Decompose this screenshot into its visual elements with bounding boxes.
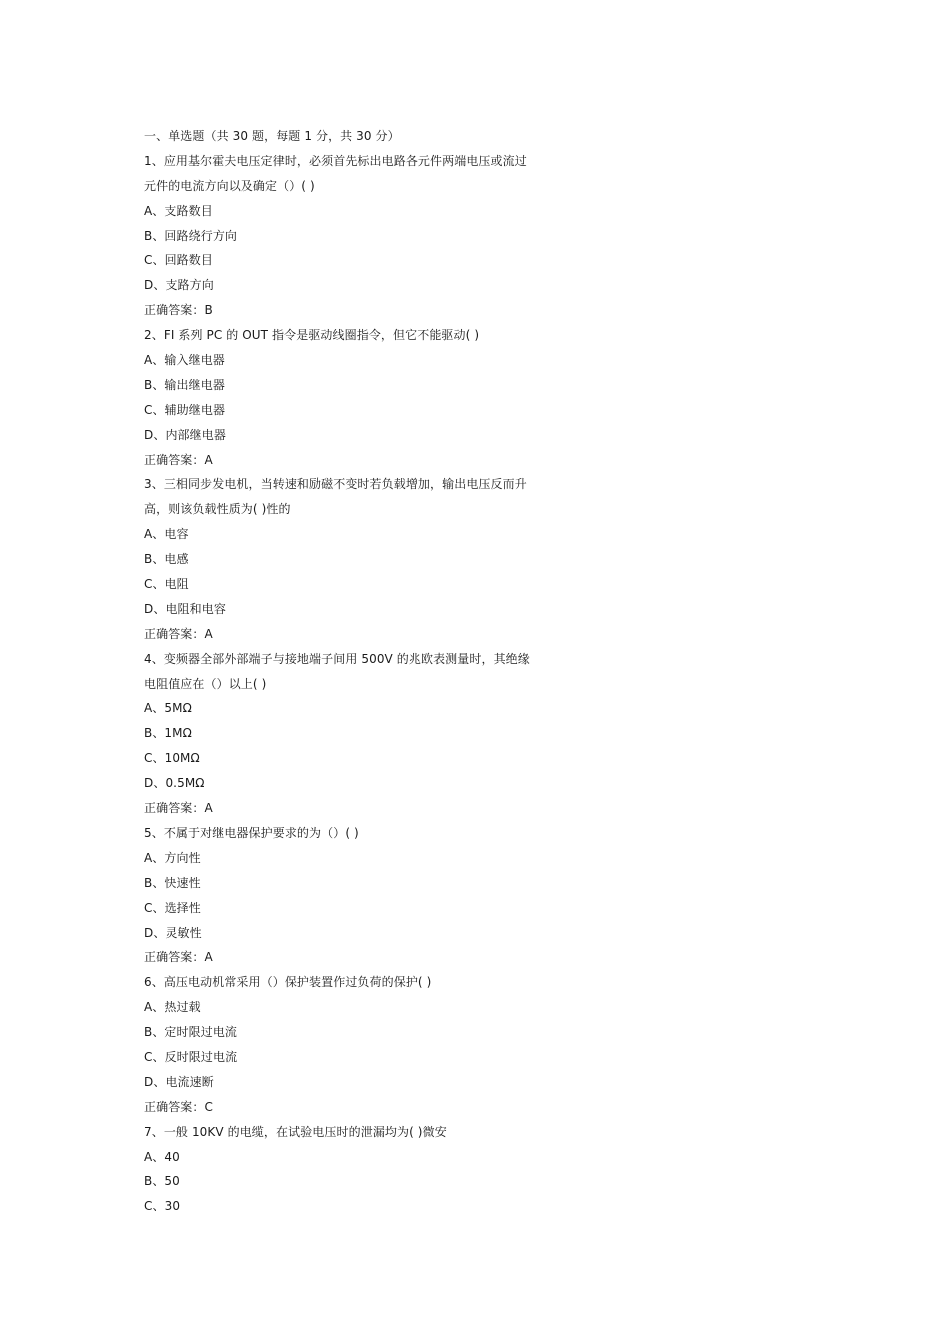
- question-stem-line: 高，则该负载性质为( )性的: [144, 502, 291, 517]
- question-stem-line: 1、应用基尔霍夫电压定律时，必须首先标出电路各元件两端电压或流过: [144, 153, 527, 168]
- question-stem-line: 2、FI 系列 PC 的 OUT 指令是驱动线圈指令，但它不能驱动( ): [144, 328, 480, 343]
- exam-content: [144, 124, 554, 1219]
- section-title: 一、单选题（共 30 题，每题 1 分，共 30 分）: [144, 129, 400, 143]
- option-d: D、电阻和电容: [144, 601, 226, 616]
- option-c: C、电阻: [144, 577, 189, 592]
- correct-answer: 正确答案：A: [144, 950, 213, 965]
- option-b: B、回路绕行方向: [144, 228, 238, 243]
- option-d: D、内部继电器: [144, 427, 226, 442]
- option-d: D、电流速断: [144, 1074, 214, 1089]
- option-d: D、灵敏性: [144, 925, 202, 940]
- option-b: B、50: [144, 1174, 180, 1189]
- option-c: C、选择性: [144, 900, 201, 915]
- option-d: D、支路方向: [144, 278, 214, 293]
- option-a: A、输入继电器: [144, 353, 225, 368]
- question-stem-line: 5、不属于对继电器保护要求的为（）( ): [144, 825, 359, 840]
- option-c: C、10MΩ: [144, 751, 200, 766]
- question-stem-line: 元件的电流方向以及确定（）( ): [144, 178, 315, 193]
- option-b: B、1MΩ: [144, 726, 192, 741]
- option-a: A、热过载: [144, 1000, 201, 1015]
- question-1: [144, 149, 554, 323]
- question-stem-line: 6、高压电动机常采用（）保护装置作过负荷的保护( ): [144, 975, 432, 990]
- question-stem-line: 电阻值应在（）以上( ): [144, 676, 267, 691]
- question-stem-line: 7、一般 10KV 的电缆，在试验电压时的泄漏均为( )微安: [144, 1124, 447, 1139]
- correct-answer: 正确答案：A: [144, 452, 213, 467]
- question-2: [144, 323, 554, 472]
- correct-answer: 正确答案：A: [144, 801, 213, 816]
- option-c: C、回路数目: [144, 253, 213, 268]
- question-5: [144, 821, 554, 970]
- option-c: C、辅助继电器: [144, 402, 226, 417]
- correct-answer: 正确答案：C: [144, 1099, 213, 1114]
- question-3: [144, 472, 554, 646]
- option-b: B、定时限过电流: [144, 1025, 238, 1040]
- question-6: [144, 970, 554, 1119]
- question-stem-line: 4、变频器全部外部端子与接地端子间用 500V 的兆欧表测量时，其绝缘: [144, 651, 530, 666]
- option-b: B、输出继电器: [144, 377, 225, 392]
- option-b: B、快速性: [144, 875, 201, 890]
- correct-answer: 正确答案：B: [144, 303, 213, 318]
- question-7: [144, 1120, 554, 1220]
- option-c: C、30: [144, 1199, 181, 1214]
- option-b: B、电感: [144, 552, 189, 567]
- option-c: C、反时限过电流: [144, 1049, 238, 1064]
- option-a: A、方向性: [144, 850, 201, 865]
- option-d: D、0.5MΩ: [144, 776, 205, 791]
- option-a: A、支路数目: [144, 203, 213, 218]
- correct-answer: 正确答案：A: [144, 626, 213, 641]
- option-a: A、电容: [144, 527, 189, 542]
- option-a: A、5MΩ: [144, 701, 192, 716]
- question-stem-line: 3、三相同步发电机，当转速和励磁不变时若负载增加，输出电压反而升: [144, 477, 527, 492]
- option-a: A、40: [144, 1149, 180, 1164]
- question-4: [144, 647, 554, 821]
